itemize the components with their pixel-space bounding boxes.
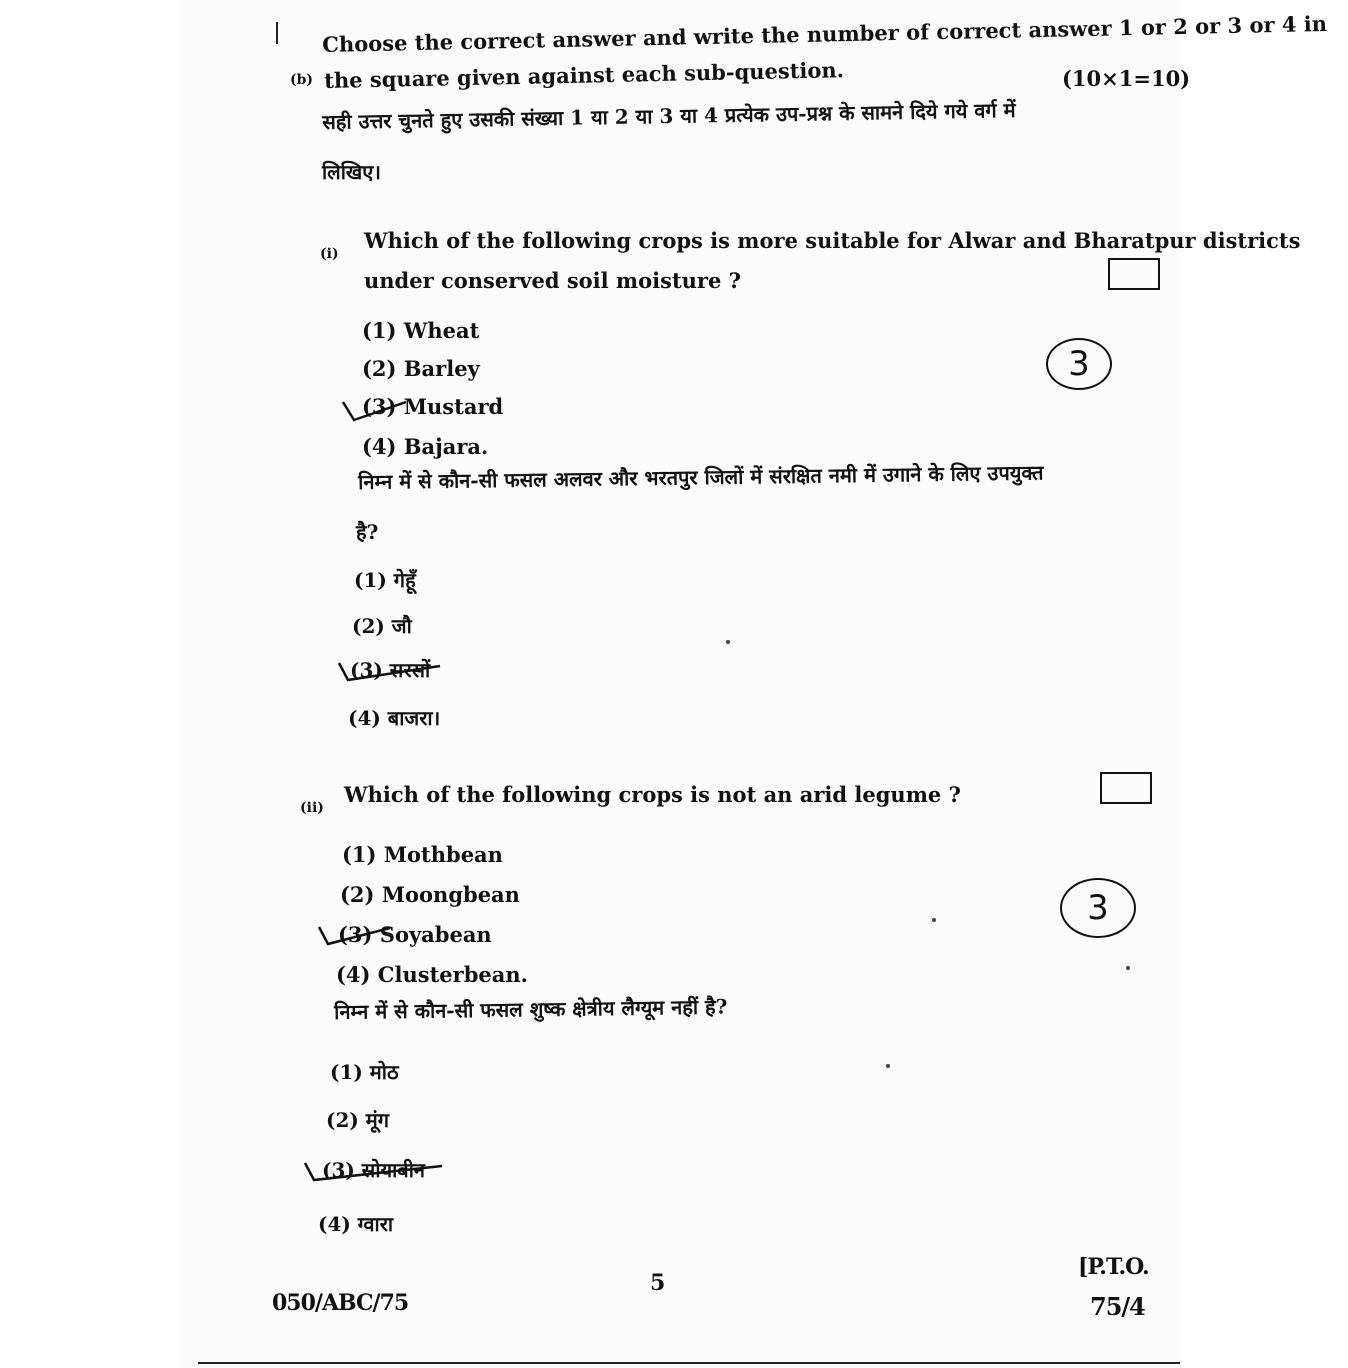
- scan-speck: [1126, 966, 1130, 970]
- question-1-text-english-line-2: under conserved soil moisture ?: [364, 268, 741, 293]
- footer-page-number: 5: [650, 1270, 666, 1296]
- question-1-answer-box[interactable]: [1108, 258, 1160, 290]
- footer-pto: [P.T.O.: [1078, 1254, 1149, 1280]
- question-2-option-4-english: (4) Clusterbean.: [336, 962, 528, 987]
- instruction-hindi-line-1: सही उत्तर चुनते हुए उसकी संख्या 1 या 2 या 3 या 4 प्रत्येक उप-प्रश्न के सामने दिये गये वर्ग में: [322, 97, 1016, 134]
- question-2-text-english-line-1: Which of the following crops is not an arid legume ?: [344, 782, 961, 807]
- question-1-option-1-hindi: (1) गेहूँ: [354, 568, 416, 592]
- question-2-answer-box[interactable]: [1100, 772, 1152, 804]
- question-2-option-1-hindi: (1) मोठ: [330, 1060, 399, 1084]
- question-1-text-hindi-line-2: है?: [356, 520, 379, 544]
- question-2-hindi-tick-icon: [302, 1160, 448, 1186]
- scan-speck: [726, 640, 730, 644]
- question-2-text-hindi-line-1: निम्न में से कौन-सी फसल शुष्क क्षेत्रीय लैग्यूम नहीं है?: [334, 994, 728, 1024]
- question-2-option-3-hindi: (3) सोयाबीन: [322, 1158, 425, 1182]
- scan-speck: [886, 1064, 890, 1068]
- question-1-option-4-english: (4) Bajara.: [362, 434, 489, 459]
- instruction-english-line-1: Choose the correct answer and write the number of correct answer 1 or 2 or 3 or 4 in: [322, 10, 1328, 57]
- question-2-number: (ii): [300, 800, 324, 816]
- question-1-number: (i): [320, 246, 339, 262]
- footer-exam-code: 050/ABC/75: [272, 1290, 409, 1316]
- marks-allocation: (10×1=10): [1062, 66, 1191, 91]
- question-1-option-2-hindi: (2) जौ: [352, 614, 412, 638]
- scan-speck: [932, 918, 936, 922]
- margin-mark: [276, 22, 278, 44]
- question-2-option-2-hindi: (2) मूंग: [326, 1108, 390, 1132]
- question-2-handwritten-answer: 3: [1060, 878, 1136, 938]
- question-1-option-2-english: (2) Barley: [362, 356, 480, 381]
- instruction-hindi-line-2: लिखिए।: [322, 160, 381, 184]
- question-1-option-3-english: (3) Mustard: [362, 394, 504, 419]
- question-1-option-4-hindi: (4) बाजरा।: [348, 706, 441, 730]
- question-1-text-hindi-line-1: निम्न में से कौन-सी फसल अलवर और भरतपुर जिलों में संरक्षित नमी में उगाने के लिए उपयुक्त: [358, 460, 1044, 494]
- question-1-tick-icon: [340, 398, 410, 426]
- question-2-option-3-english: (3) Soyabean: [338, 922, 492, 947]
- question-2-tick-icon: [316, 924, 396, 950]
- question-1-hindi-tick-icon: [336, 660, 446, 686]
- question-2-option-4-hindi: (4) ग्वारा: [318, 1212, 394, 1236]
- bottom-rule: [198, 1362, 1180, 1364]
- question-1-option-3-hindi: (3) सरसों: [350, 658, 431, 682]
- instruction-english-line-2: the square given against each sub-question.: [324, 57, 845, 93]
- question-2-option-1-english: (1) Mothbean: [342, 842, 503, 867]
- section-label: (b): [290, 72, 314, 88]
- question-2-option-2-english: (2) Moongbean: [340, 882, 520, 907]
- footer-paper-code: 75/4: [1090, 1292, 1145, 1321]
- question-1-option-1-english: (1) Wheat: [362, 318, 480, 343]
- question-1-handwritten-answer: 3: [1046, 338, 1112, 390]
- question-1-text-english-line-1: Which of the following crops is more suitable for Alwar and Bharatpur districts: [364, 228, 1301, 253]
